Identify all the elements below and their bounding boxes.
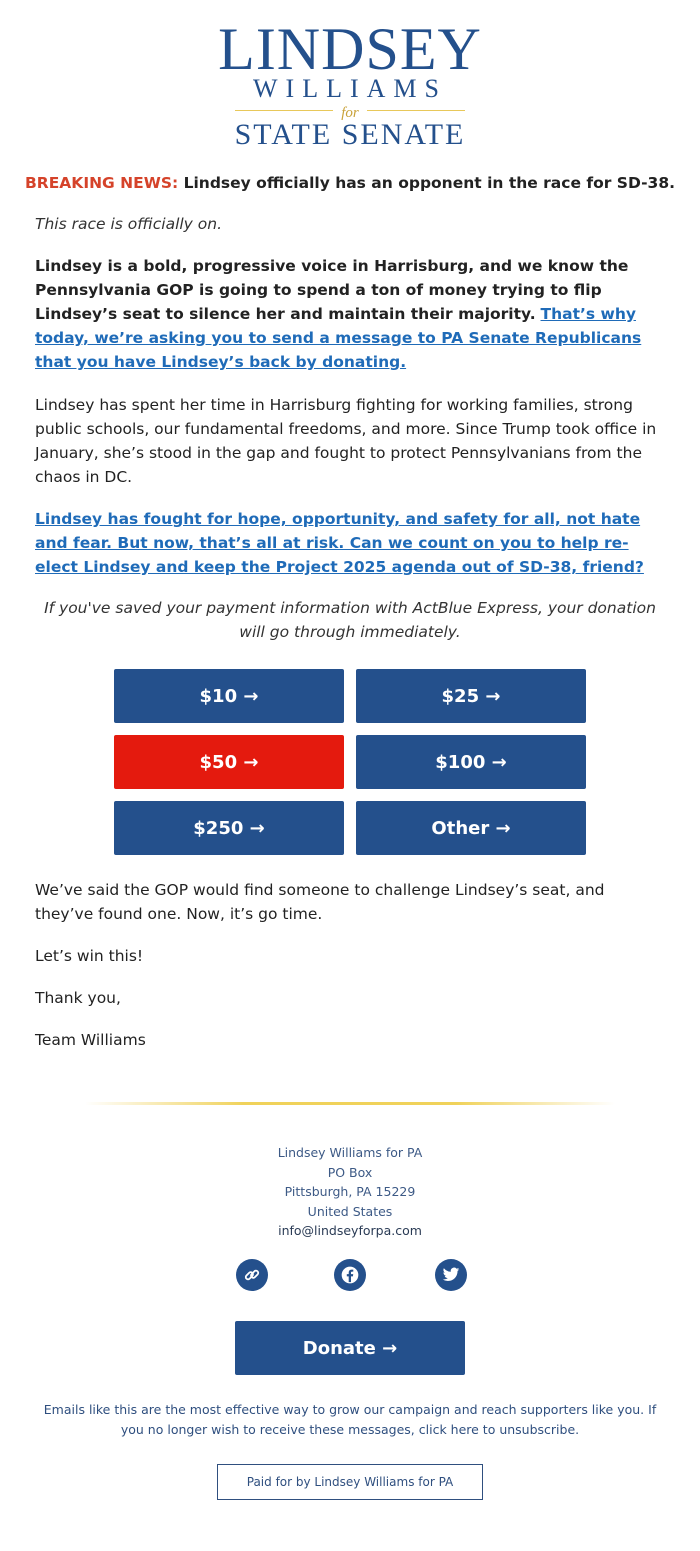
donate-100-button[interactable]: $100 → — [356, 735, 586, 789]
logo-rule-left — [235, 110, 333, 111]
paid-for-disclaimer: Paid for by Lindsey Williams for PA — [217, 1464, 483, 1500]
thank-you-text: Thank you, — [35, 989, 121, 1007]
link-paragraph — [35, 507, 665, 579]
logo-name: LINDSEY — [218, 16, 482, 82]
bold-paragraph-text: Lindsey is a bold, progressive voice in Harrisburg, and we know the Pennsylvania GOP is going to spend a ton of money trying to flip Lindsey’s seat to silence her and maintain their majority. — [35, 257, 629, 323]
gop-paragraph: We’ve said the GOP would find someone to challenge Lindsey’s seat, and they’ve found one. Now, it’s go time. — [35, 881, 605, 923]
donate-other-button[interactable]: Other → — [356, 801, 586, 855]
donate-50-button[interactable]: $50 → — [114, 735, 344, 789]
donate-text-link-1[interactable]: That’s why today, we’re asking you to send a message to PA Senate Republicans that you have Lindsey’s back by donating. — [35, 305, 642, 371]
record-paragraph: Lindsey has spent her time in Harrisburg fighting for working families, strong public schools, our fundamental freedoms, and more. Since Trump took office in January, she’s stood in the gap and fought to protect Pennsylvanians from the chaos in DC. — [35, 396, 657, 486]
logo-for: for — [341, 105, 359, 121]
actblue-express-note: If you've saved your payment information with ActBlue Express, your donation will go through immediately. — [44, 599, 656, 641]
footer-city: Pittsburgh, PA 15229 — [284, 1184, 416, 1199]
footer-org: Lindsey Williams for PA — [277, 1145, 423, 1160]
unsubscribe-link[interactable]: click here to unsubscribe. — [418, 1422, 580, 1437]
twitter-icon[interactable] — [435, 1259, 467, 1291]
footer-country: United States — [307, 1203, 393, 1219]
logo-surname: WILLIAMS — [253, 74, 447, 103]
breaking-news-label: BREAKING NEWS: — [24, 174, 179, 192]
unsubscribe-notice — [40, 1400, 660, 1440]
link-icon[interactable] — [236, 1259, 268, 1291]
donate-250-button[interactable]: $250 → — [114, 801, 344, 855]
bold-paragraph — [35, 254, 665, 374]
footer-address — [0, 1143, 700, 1241]
donate-text-link-2[interactable]: Lindsey has fought for hope, opportunity, and safety for all, not hate and fear. But now, that’s all at risk. Can we count on you to help re-elect Lindsey and keep the Project 2025 agenda out of SD-38, friend? — [35, 510, 644, 576]
donate-25-button[interactable]: $25 → — [356, 669, 586, 723]
logo-for-row — [235, 102, 465, 120]
lets-win-text: Let’s win this! — [35, 947, 144, 965]
logo-office: STATE SENATE — [234, 118, 466, 151]
signature: Team Williams — [35, 1031, 146, 1049]
campaign-logo — [0, 16, 700, 151]
footer-box: PO Box — [327, 1164, 373, 1180]
breaking-news-headline — [0, 172, 700, 194]
gold-divider — [85, 1102, 615, 1105]
donate-10-button[interactable]: $10 → — [114, 669, 344, 723]
headline-text: Lindsey officially has an opponent in the race for SD-38. — [183, 174, 676, 192]
footer-email[interactable]: info@lindseyforpa.com — [278, 1223, 422, 1238]
donate-button[interactable]: Donate → — [235, 1321, 465, 1375]
intro-italic: This race is officially on. — [35, 215, 223, 233]
logo-rule-right — [367, 110, 465, 111]
facebook-icon[interactable] — [334, 1259, 366, 1291]
unsubscribe-text: Emails like this are the most effective way to grow our campaign and reach supporters like you. If you no longer wish to receive these messages, — [43, 1402, 657, 1437]
